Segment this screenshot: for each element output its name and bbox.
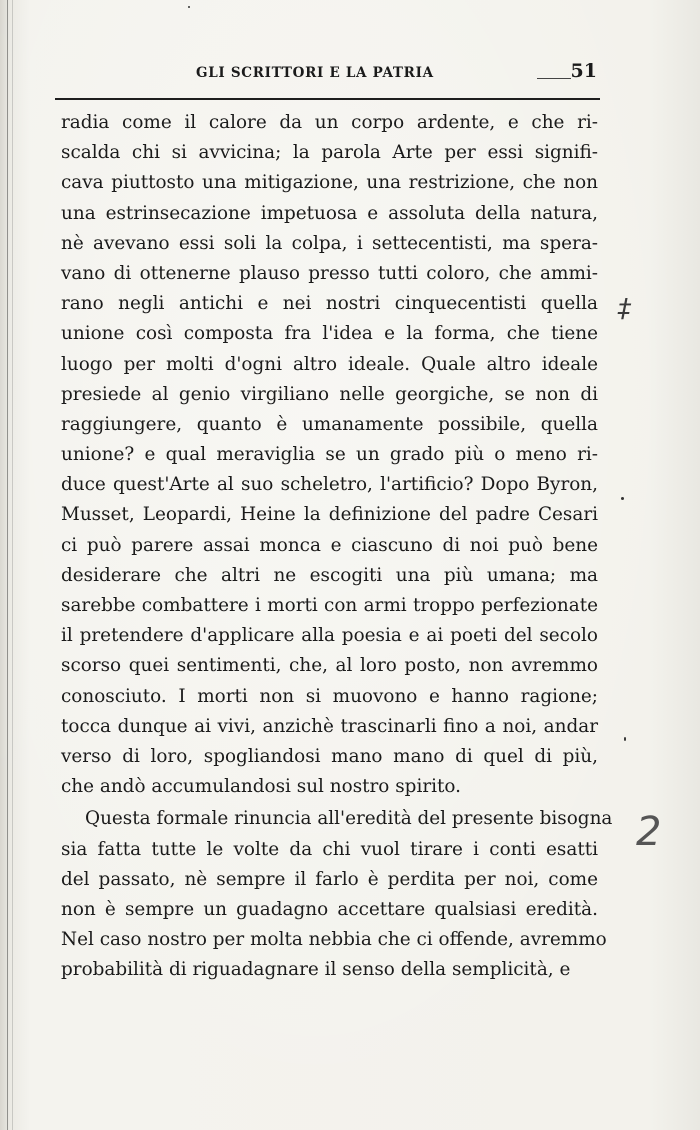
text-line: verso di loro, spogliandosi mano mano di quel di più,: [61, 745, 598, 767]
running-title: GLI SCRITTORI E LA PATRIA: [196, 65, 434, 81]
text-line: Questa formale rinuncia all'eredità del presente bisogna: [85, 808, 613, 830]
text-line: scalda chi si avvicina; la parola Arte per essi signifi-: [61, 142, 598, 164]
text-line: una estrinsecazione impetuosa e assoluta della natura,: [61, 202, 598, 224]
text-line: scorso quei sentimenti, che, al loro posto, non avremmo: [61, 655, 598, 677]
text-line: sia fatta tutte le volte da chi vuol tirare i conti esatti: [61, 838, 598, 860]
header-rule: [55, 98, 600, 100]
ink-speck: [188, 6, 190, 8]
header-dash: [537, 78, 571, 79]
running-header: [55, 60, 599, 90]
text-line: luogo per molti d'ogni altro ideale. Quale altro ideale: [61, 353, 598, 375]
text-line: duce quest'Arte al suo scheletro, l'artificio? Dopo Byron,: [61, 474, 598, 496]
text-line: radia come il calore da un corpo ardente, e che ri-: [61, 112, 598, 133]
text-line: nè avevano essi soli la colpa, i settecentisti, ma spera-: [61, 232, 598, 254]
text-line: che andò accumulandosi sul nostro spirito.: [61, 776, 461, 798]
text-line: ci può parere assai monca e ciascuno di noi può bene: [61, 534, 598, 556]
text-line: rano negli antichi e nei nostri cinquecentisti quella: [61, 293, 598, 315]
text-line: conosciuto. I morti non si muovono e hanno ragione;: [61, 685, 598, 707]
page-number: 51: [570, 60, 597, 82]
text-line: Nel caso nostro per molta nebbia che ci offende, avremmo: [61, 929, 607, 951]
text-line: probabilità di riguadagnare il senso della semplicità, e: [61, 959, 571, 981]
text-line: del passato, nè sempre il farlo è perdita per noi, come: [61, 868, 598, 890]
page-edge-shadow-inner: [12, 0, 13, 1130]
text-line: presiede al genio virgiliano nelle georgiche, se non di: [61, 383, 598, 405]
text-line: sarebbe combattere i morti con armi troppo perfezionate: [61, 595, 598, 616]
page-edge-shadow: [7, 0, 8, 1130]
margin-cross-annotation: ‡: [618, 294, 631, 324]
text-line: unione? e qual meraviglia se un grado più o meno ri-: [61, 444, 598, 466]
text-line: non è sempre un guadagno accettare qualsiasi eredità.: [61, 898, 598, 920]
text-line: Musset, Leopardi, Heine la definizione del padre Cesari: [61, 504, 598, 526]
text-line: raggiungere, quanto è umanamente possibile, quella: [61, 413, 598, 435]
text-line: tocca dunque ai vivi, anzichè trascinarli fino a noi, andar: [61, 715, 598, 737]
text-line: unione così composta fra l'idea e la forma, che tiene: [61, 323, 598, 345]
text-line: cava piuttosto una mitigazione, una restrizione, che non: [61, 172, 598, 194]
ink-speck: [621, 497, 624, 500]
margin-number-annotation: 2: [636, 809, 662, 855]
text-line: il pretendere d'applicare alla poesia e ai poeti del secolo: [61, 625, 598, 647]
text-line: vano di ottenerne plauso presso tutti coloro, che ammi-: [61, 262, 598, 284]
text-line: desiderare che altri ne escogiti una più umana; ma: [61, 564, 598, 586]
body-text: [61, 108, 613, 985]
ink-speck: [624, 737, 626, 741]
